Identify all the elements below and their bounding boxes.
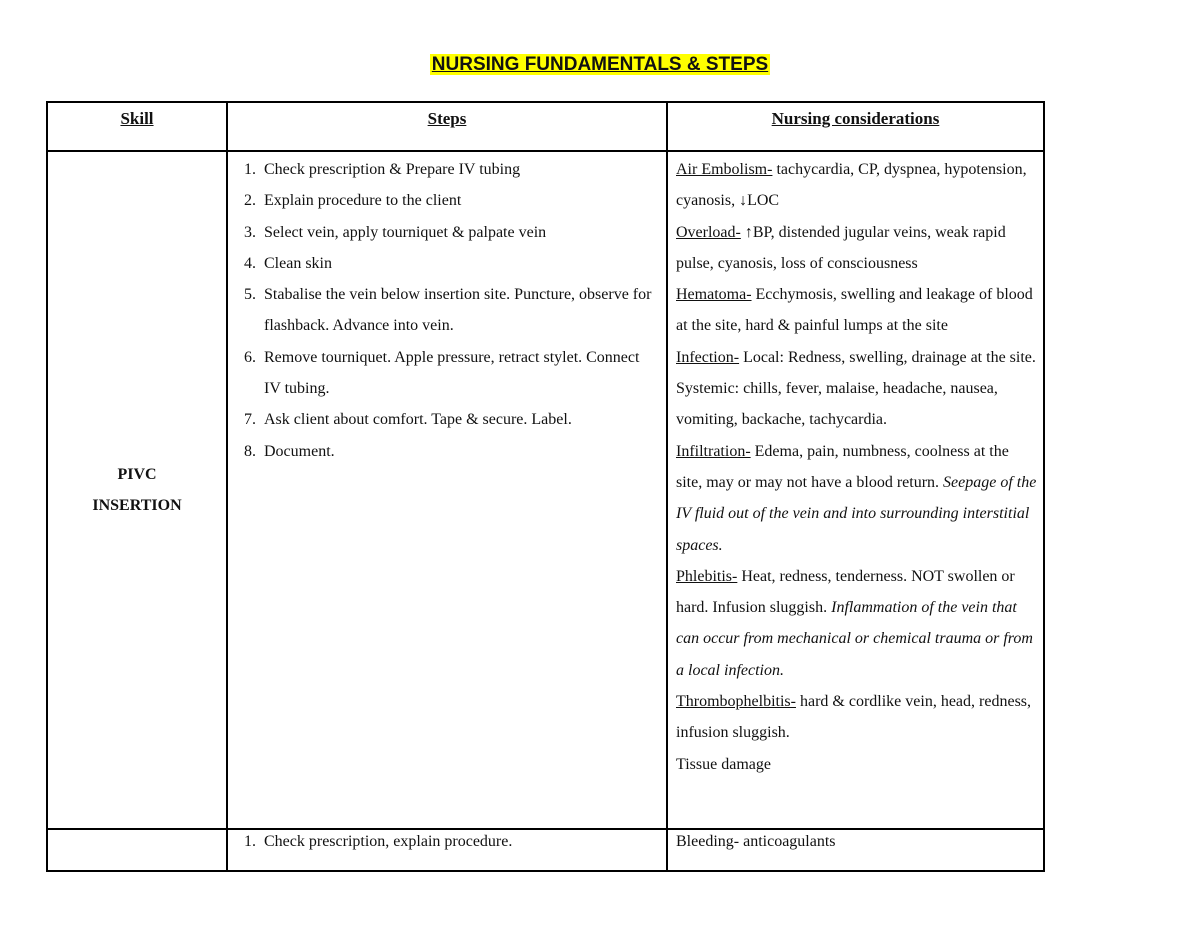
consideration-text: Ecchymosis, swelling and leakage of blood at the site, hard & painful lumps at the site bbox=[676, 286, 1033, 335]
step-item bbox=[234, 404, 658, 435]
skill-name-line1: PIVC bbox=[117, 465, 157, 483]
consideration-label: Phlebitis- bbox=[676, 567, 738, 585]
consideration-label: Hematoma- bbox=[676, 286, 752, 304]
step-number: 8. bbox=[244, 442, 256, 460]
step-number: 2. bbox=[244, 192, 256, 210]
consideration-item bbox=[676, 686, 1037, 749]
steps-list bbox=[228, 152, 666, 467]
consideration-item bbox=[676, 561, 1037, 686]
step-text: Check prescription & Prepare IV tubing bbox=[264, 161, 521, 178]
consideration-item bbox=[676, 749, 1037, 780]
step-text: Document. bbox=[264, 442, 335, 460]
step-item bbox=[234, 154, 658, 185]
consideration-item bbox=[676, 342, 1037, 436]
considerations-cell bbox=[667, 151, 1044, 829]
consideration-label: Infection- bbox=[676, 348, 740, 366]
consideration-item bbox=[676, 217, 1037, 280]
consideration-text: hard & cordlike vein, head, redness, infusion sluggish. bbox=[676, 693, 1032, 742]
step-text: Clean skin bbox=[264, 254, 332, 272]
header-considerations: Nursing considerations bbox=[667, 102, 1044, 151]
step-text: Stabalise the vein below insertion site. Puncture, observe for flashback. Advance into vein. bbox=[264, 286, 652, 335]
consideration-label: Thrombophelbitis- bbox=[676, 693, 796, 711]
step-item bbox=[234, 248, 658, 279]
header-skill: Skill bbox=[47, 102, 227, 151]
consideration-text: Tissue damage bbox=[676, 755, 771, 773]
skill-name-line2: INSERTION bbox=[92, 497, 182, 514]
table-header-row bbox=[47, 102, 1044, 151]
step-text: Check prescription, explain procedure. bbox=[264, 833, 513, 850]
consideration-text: ↑BP, distended jugular veins, weak rapid pulse, cyanosis, loss of consciousness bbox=[676, 223, 1006, 272]
skill-cell bbox=[47, 151, 227, 829]
step-number: 3. bbox=[244, 223, 256, 241]
step-number: 7. bbox=[244, 411, 256, 429]
consideration-text: Heat, redness, tenderness. NOT swollen or hard. Infusion sluggish. bbox=[676, 567, 1015, 617]
step-number: 1. bbox=[244, 161, 256, 178]
step-number: 6. bbox=[244, 348, 256, 366]
consideration-label: Air Embolism- bbox=[676, 161, 773, 178]
step-number: 4. bbox=[244, 254, 256, 272]
consideration-definition: Inflammation of the vein that can occur from mechanical or chemical trauma or from a local infection. bbox=[676, 599, 1033, 679]
considerations-cell bbox=[667, 829, 1044, 871]
consideration-label: Overload- bbox=[676, 223, 741, 241]
step-text: Select vein, apply tourniquet & palpate vein bbox=[264, 223, 547, 241]
consideration-label: Infiltration- bbox=[676, 442, 751, 460]
step-number: 1. bbox=[244, 833, 256, 850]
header-steps: Steps bbox=[227, 102, 667, 151]
steps-cell bbox=[227, 829, 667, 871]
skills-table bbox=[46, 101, 1045, 872]
step-item bbox=[234, 342, 658, 405]
consideration-text: Local: Redness, swelling, drainage at the site. Systemic: chills, fever, malaise, headache, nausea, vomiting, backache, tachycardia. bbox=[676, 348, 1036, 429]
consideration-item bbox=[676, 436, 1037, 561]
step-number: 5. bbox=[244, 286, 256, 304]
step-item bbox=[234, 185, 658, 216]
consideration-text: tachycardia, CP, dyspnea, hypotension, cyanosis, ↓LOC bbox=[676, 161, 1027, 210]
step-item bbox=[234, 831, 658, 853]
step-item bbox=[234, 436, 658, 467]
table-row bbox=[47, 829, 1044, 871]
table-row bbox=[47, 151, 1044, 829]
consideration-item bbox=[676, 279, 1037, 342]
steps-cell bbox=[227, 151, 667, 829]
step-item bbox=[234, 217, 658, 248]
consideration-text: Edema, pain, numbness, coolness at the site, may or may not have a blood return. bbox=[676, 442, 1009, 491]
step-text: Remove tourniquet. Apple pressure, retract stylet. Connect IV tubing. bbox=[264, 348, 640, 398]
consideration-item bbox=[676, 154, 1037, 217]
step-text: Explain procedure to the client bbox=[264, 192, 462, 210]
consideration-text: Bleeding- anticoagulants bbox=[676, 833, 836, 850]
document-title-text: NURSING FUNDAMENTALS & STEPS bbox=[431, 54, 769, 75]
steps-list bbox=[228, 830, 666, 853]
step-text: Ask client about comfort. Tape & secure. Label. bbox=[264, 411, 572, 429]
consideration-definition: Seepage of the IV fluid out of the vein and into surrounding interstitial spaces. bbox=[676, 473, 1037, 554]
skill-cell bbox=[47, 829, 227, 871]
considerations-list bbox=[668, 152, 1043, 828]
step-item bbox=[234, 279, 658, 342]
document-title bbox=[0, 54, 1200, 76]
